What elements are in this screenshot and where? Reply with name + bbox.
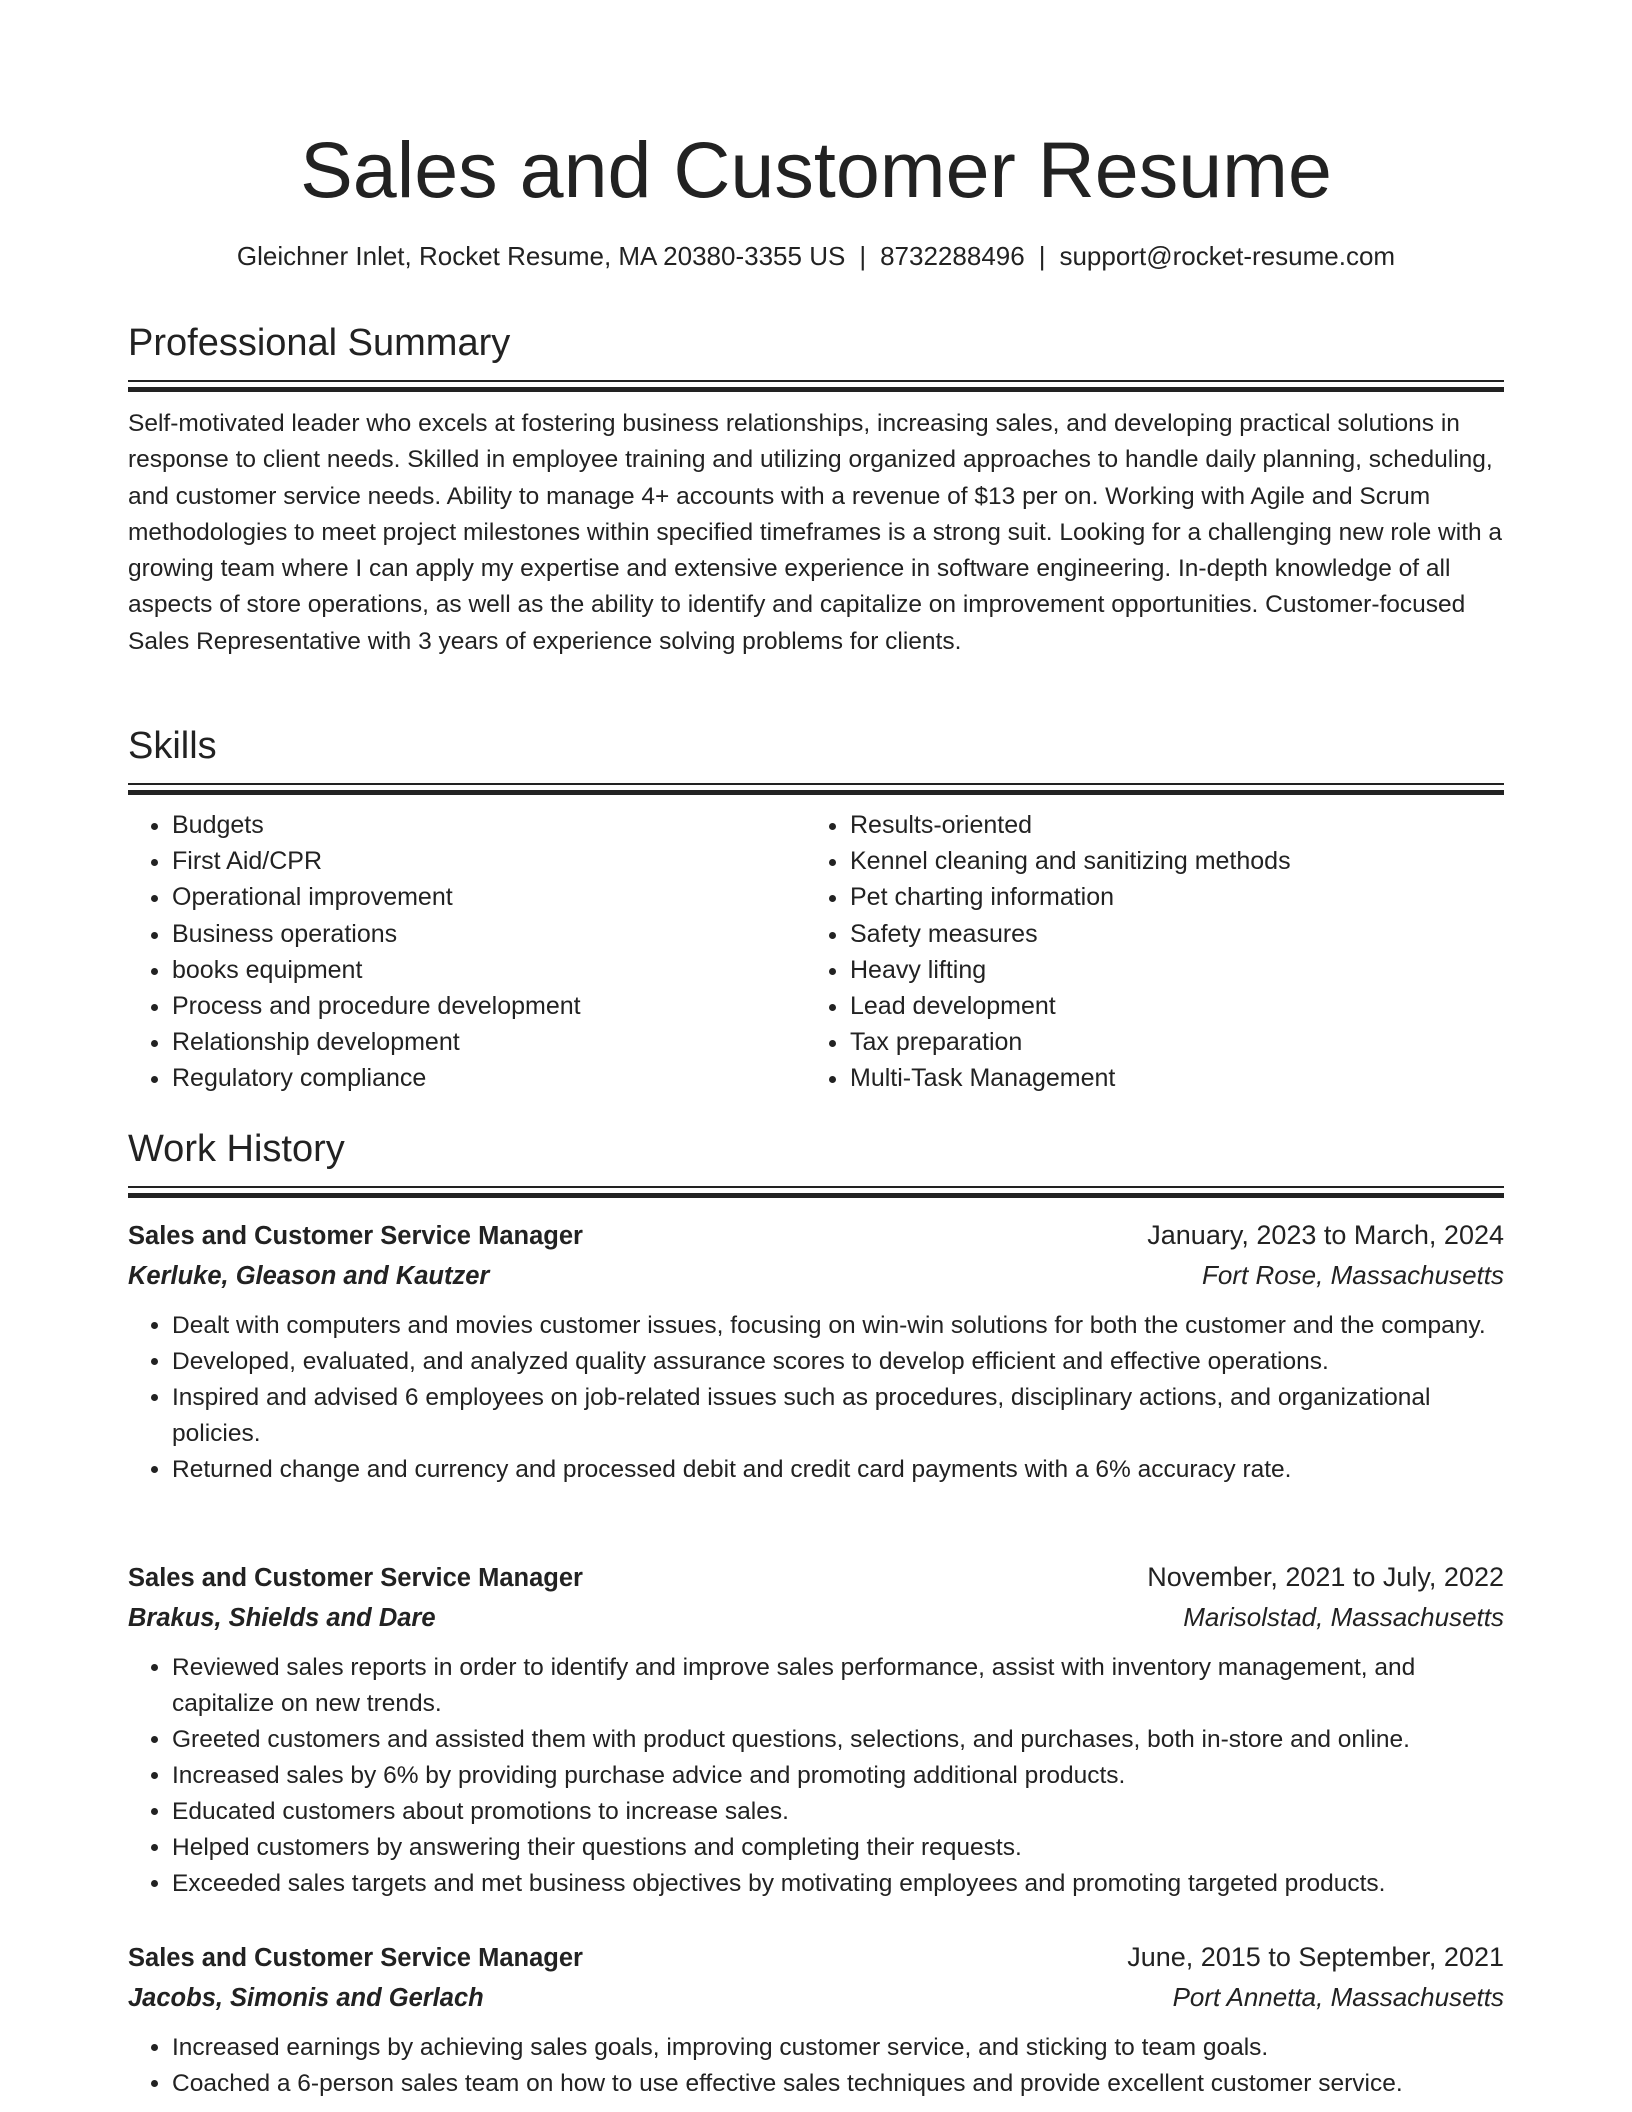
- skill-item: • Heavy lifting: [850, 952, 1484, 988]
- job-location: Fort Rose, Massachusetts: [1202, 1260, 1504, 1290]
- contact-line: [128, 238, 1504, 274]
- job-bullet: • Returned change and currency and processed debit and credit card payments with a 6% accuracy rate.: [172, 1452, 1504, 1488]
- job-bullet: • Coached a 6-person sales team on how to use effective sales techniques and provide excellent customer service.: [172, 2066, 1504, 2102]
- skills-section: [128, 721, 1504, 1097]
- job-header-row: [128, 1938, 1504, 1977]
- job-bullet: • Reviewed sales reports in order to identify and improve sales performance, assist with inventory management, and capitalize on new trends.: [172, 1650, 1504, 1722]
- job-company-row: [128, 1255, 1504, 1296]
- job-header-row: [128, 1216, 1504, 1255]
- job-bullet: • Helped customers by answering their questions and completing their requests.: [172, 1830, 1504, 1866]
- skill-item: • books equipment: [172, 952, 806, 988]
- job-dates: November, 2021 to July, 2022: [1147, 1562, 1504, 1592]
- skill-item: • Budgets: [172, 807, 806, 843]
- work-history-section: [128, 1124, 1504, 1198]
- summary-heading: Professional Summary: [128, 322, 511, 364]
- summary-text: Self-motivated leader who excels at fostering business relationships, increasing sales, and developing practical solutions in response to client needs. Skilled in employee training and utilizing organized approaches to handle daily planning, scheduling, and customer service needs. Ability to manage 4+ accounts with a revenue of $13 per on. Working with Agile and Scrum methodologies to meet project milestones within specified timeframes is a strong suit. Looking for a challenging new role with a growing team where I can apply my expertise and extensive experience in software engineering. In-depth knowledge of all aspects of store operations, as well as the ability to identify and capitalize on improvement opportunities. Customer-focused Sales Representative with 3 years of experience solving problems for clients.: [128, 410, 1503, 655]
- job-dates: January, 2023 to March, 2024: [1147, 1220, 1504, 1250]
- job-location: Port Annetta, Massachusetts: [1172, 1982, 1504, 2012]
- contact-separator: |: [1038, 241, 1046, 271]
- skills-list-right: [806, 807, 1484, 1097]
- job-entry: [128, 1216, 1504, 1488]
- skill-item: • Operational improvement: [172, 879, 806, 915]
- job-company-row: [128, 1597, 1504, 1638]
- contact-email: support@rocket-resume.com: [1059, 241, 1396, 271]
- job-bullet: • Educated customers about promotions to increase sales.: [172, 1794, 1504, 1830]
- job-bullet: • Increased earnings by achieving sales goals, improving customer service, and sticking to team goals.: [172, 2030, 1504, 2066]
- job-bullet: • Greeted customers and assisted them with product questions, selections, and purchases, both in-store and online.: [172, 1722, 1504, 1758]
- skill-item: • Business operations: [172, 916, 806, 952]
- job-bullets: [128, 1650, 1504, 1902]
- job-company: Jacobs, Simonis and Gerlach: [128, 1984, 484, 2012]
- job-entry: [128, 1938, 1504, 2102]
- job-company-row: [128, 1977, 1504, 2018]
- skill-item: • Kennel cleaning and sanitizing methods: [850, 843, 1484, 879]
- job-bullet: • Increased sales by 6% by providing purchase advice and promoting additional products.: [172, 1758, 1504, 1794]
- job-company: Kerluke, Gleason and Kautzer: [128, 1262, 490, 1290]
- job-title: Sales and Customer Service Manager: [128, 1944, 583, 1972]
- section-divider: [128, 380, 1504, 392]
- section-divider: [128, 783, 1504, 795]
- skill-item: • Relationship development: [172, 1024, 806, 1060]
- skill-item: • Lead development: [850, 988, 1484, 1024]
- job-header-row: [128, 1558, 1504, 1597]
- skill-item: • Pet charting information: [850, 879, 1484, 915]
- job-title: Sales and Customer Service Manager: [128, 1564, 583, 1592]
- skills-list-left: [128, 807, 806, 1097]
- job-bullet: • Inspired and advised 6 employees on job-related issues such as procedures, disciplinary actions, and organizational policies.: [172, 1380, 1504, 1452]
- job-bullets: [128, 1308, 1504, 1488]
- skill-item: • Tax preparation: [850, 1024, 1484, 1060]
- contact-address: Gleichner Inlet, Rocket Resume, MA 20380-3355 US: [236, 241, 846, 271]
- skills-heading: Skills: [128, 725, 217, 767]
- skill-item: • First Aid/CPR: [172, 843, 806, 879]
- job-bullets: [128, 2030, 1504, 2102]
- work-history-heading: Work History: [128, 1128, 345, 1170]
- skill-item: • Process and procedure development: [172, 988, 806, 1024]
- job-title: Sales and Customer Service Manager: [128, 1222, 583, 1250]
- skill-item: • Results-oriented: [850, 807, 1484, 843]
- job-entry: [128, 1558, 1504, 1902]
- job-bullet: • Developed, evaluated, and analyzed quality assurance scores to develop efficient and effective operations.: [172, 1344, 1504, 1380]
- job-bullet: • Exceeded sales targets and met business objectives by motivating employees and promoting targeted products.: [172, 1866, 1504, 1902]
- summary-section: [128, 318, 1504, 660]
- skill-item: • Multi-Task Management: [850, 1060, 1484, 1096]
- contact-phone: 8732288496: [880, 241, 1025, 271]
- skill-item: • Safety measures: [850, 916, 1484, 952]
- section-divider: [128, 1186, 1504, 1198]
- skills-columns: [128, 807, 1504, 1097]
- skill-item: • Regulatory compliance: [172, 1060, 806, 1096]
- job-bullet: • Dealt with computers and movies customer issues, focusing on win-win solutions for both the customer and the company.: [172, 1308, 1504, 1344]
- job-company: Brakus, Shields and Dare: [128, 1604, 436, 1632]
- job-dates: June, 2015 to September, 2021: [1127, 1942, 1504, 1972]
- resume-title: Sales and Customer Resume: [300, 125, 1332, 214]
- job-location: Marisolstad, Massachusetts: [1183, 1602, 1504, 1632]
- contact-separator: |: [859, 241, 867, 271]
